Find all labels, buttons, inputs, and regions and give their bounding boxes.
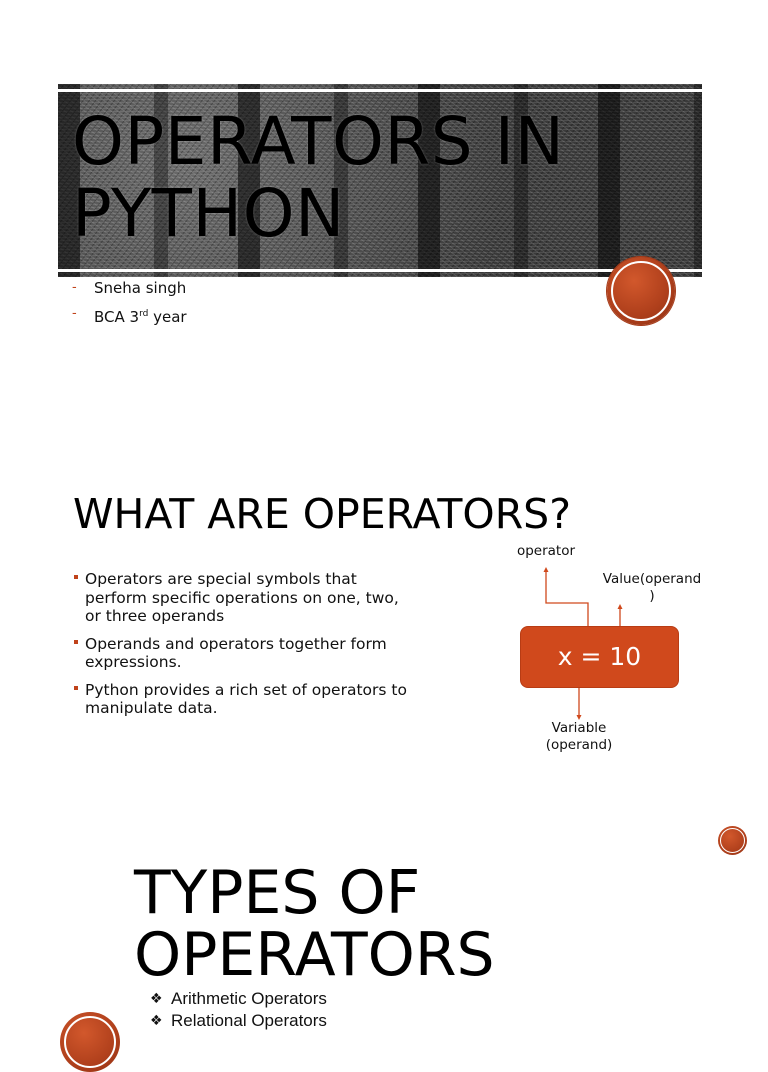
diamond-bullet-icon: ❖ (150, 1013, 163, 1029)
slide3-title (134, 858, 495, 990)
slide2-title: WHAT ARE OPERATORS? (73, 490, 571, 538)
author-item (72, 278, 187, 304)
variable-label: Variable (operand) (545, 720, 613, 753)
dash-bullet: - (72, 306, 77, 321)
slide3-title-line1: TYPES OF (134, 858, 421, 928)
banner-top-stripe (58, 89, 702, 92)
operator-label: operator (516, 543, 576, 559)
list-item (150, 988, 327, 1010)
value-label: Value(operand ) (602, 571, 702, 604)
operator-type-label: Relational Operators (171, 1011, 327, 1030)
bullet-item: Operators are special symbols that perform specific operations on one, two, or three operands (73, 570, 413, 626)
operator-arrowhead (544, 567, 549, 572)
dash-bullet: - (72, 280, 77, 295)
bullet-item: Python provides a rich set of operators to manipulate data. (73, 681, 413, 718)
slide3-title-line2: OPERATORS (134, 920, 495, 990)
course-text: BCA 3rd year (94, 308, 187, 326)
operator-type-label: Arithmetic Operators (171, 989, 327, 1008)
operator-connector (546, 571, 588, 627)
decorative-circle (60, 1012, 120, 1072)
banner-bottom-stripe (58, 269, 702, 272)
diamond-bullet-icon: ❖ (150, 991, 163, 1007)
slide1-subtitle-list (72, 278, 187, 330)
bullet-item: Operands and operators together form expressions. (73, 635, 413, 672)
slide2-bullet-list (73, 570, 413, 727)
decorative-circle (718, 826, 747, 855)
author-name: Sneha singh (94, 279, 187, 297)
operator-types-list (150, 988, 327, 1032)
operator-diagram (500, 540, 720, 770)
list-item (150, 1010, 327, 1032)
course-item (72, 304, 187, 330)
decorative-circle (607, 257, 675, 325)
slide1-title: OPERATORS IN PYTHON (72, 103, 565, 252)
expression-box: x = 10 (521, 627, 678, 687)
